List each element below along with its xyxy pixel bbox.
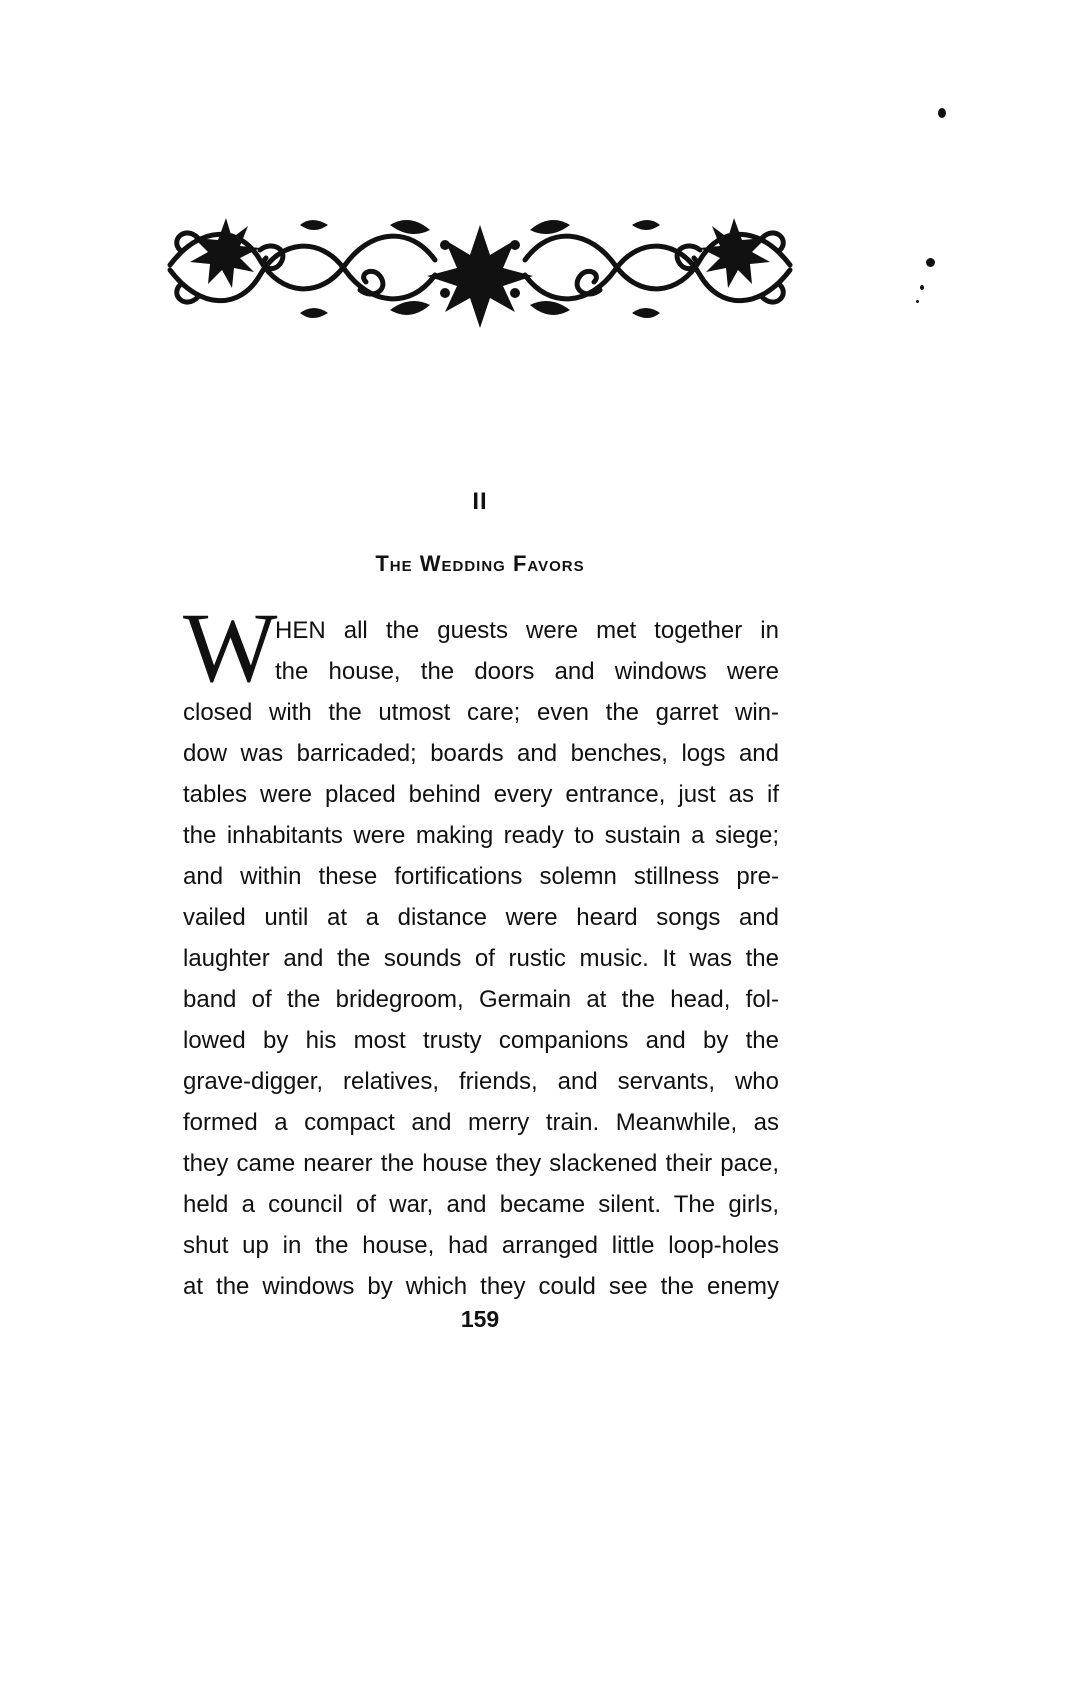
text-line [275, 651, 779, 692]
chapter-number: II [472, 488, 488, 515]
text-line: shut up in the house, had arranged little loop-holes [183, 1232, 779, 1259]
page-number: 159 [460, 1306, 500, 1332]
text-line: dow was barricaded; boards and benches, logs and [183, 740, 779, 767]
chapter-title: The Wedding Favors [375, 551, 585, 576]
page-speck [926, 258, 935, 267]
text-line: they came nearer the house they slackened their pace, [183, 1150, 779, 1177]
text-line [275, 610, 779, 651]
text-line: formed a compact and merry train. Meanwhile, as [183, 1109, 779, 1136]
text-line: and within these fortifications solemn stillness pre- [183, 863, 779, 890]
text-line: held a council of war, and became silent. The girls, [183, 1191, 779, 1218]
text-line: laughter and the sounds of rustic music. It was the [183, 945, 779, 972]
page-speck [916, 300, 919, 303]
text-line: tables were placed behind every entrance, just as if [183, 781, 779, 808]
text-line: at the windows by which they could see the enemy [183, 1273, 779, 1300]
page-speck [920, 285, 924, 290]
text-line: the inhabitants were making ready to sustain a siege; [183, 822, 779, 849]
text-line: grave-digger, relatives, friends, and servants, who [183, 1068, 779, 1095]
floral-ornament-icon [160, 205, 800, 330]
text-line: vailed until at a distance were heard songs and [183, 904, 779, 931]
text-line: lowed by his most trusty companions and by the [183, 1027, 779, 1054]
text-line: band of the bridegroom, Germain at the head, fol- [183, 986, 779, 1013]
line-text: HEN all the guests were met together in [275, 617, 779, 644]
page-speck [938, 108, 946, 118]
drop-cap: W [183, 592, 278, 703]
line-text: the house, the doors and windows were [275, 658, 779, 685]
text-line: closed with the utmost care; even the garret win- [183, 699, 779, 726]
body-text [183, 610, 779, 1307]
